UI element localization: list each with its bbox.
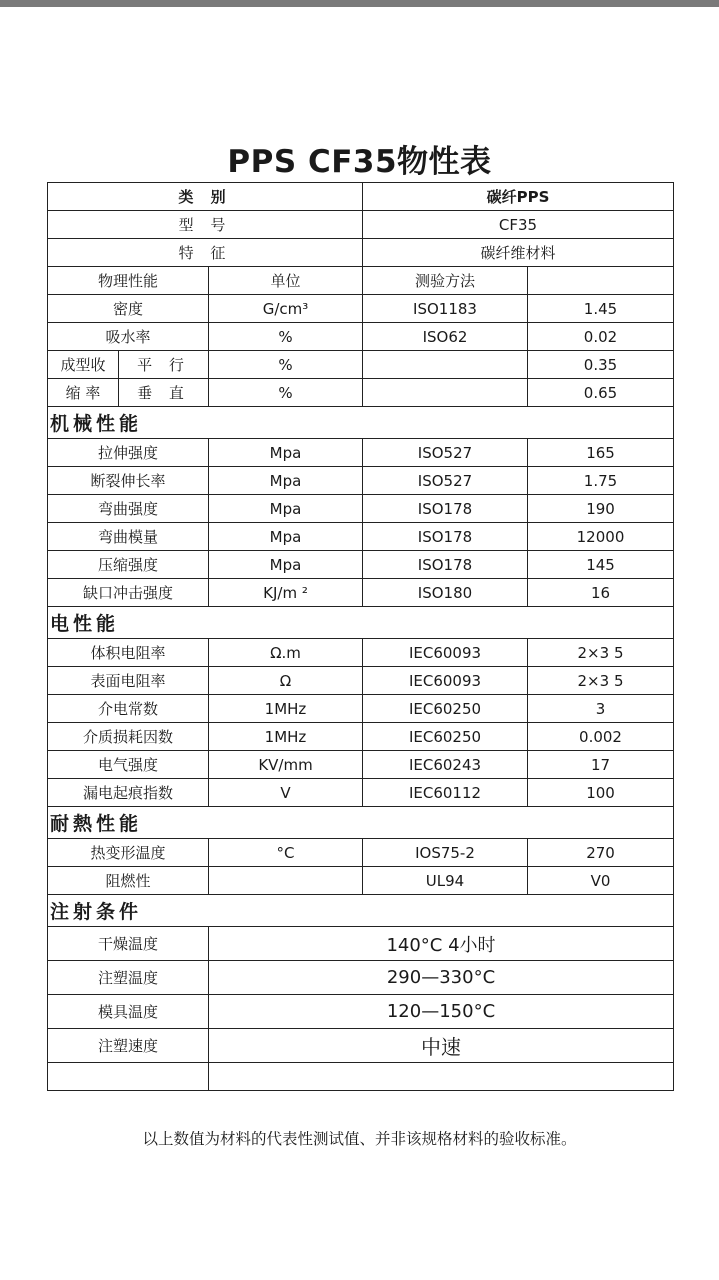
condition-value: 290—330°C — [209, 961, 674, 995]
property-name: 压缩强度 — [48, 551, 209, 579]
property-value: 165 — [528, 439, 674, 467]
category-value: 碳纤PPS — [363, 183, 674, 211]
condition-name: 注塑温度 — [48, 961, 209, 995]
property-value: V0 — [528, 867, 674, 895]
property-unit: 1MHz — [209, 695, 363, 723]
property-value: 190 — [528, 495, 674, 523]
properties-table — [47, 182, 674, 1091]
col-value-header — [528, 267, 674, 295]
property-unit: Mpa — [209, 467, 363, 495]
page-title: PPS CF35物性表 — [227, 144, 492, 180]
section-row — [48, 895, 674, 927]
property-name: 缺口冲击强度 — [48, 579, 209, 607]
property-unit: % — [209, 323, 363, 351]
property-value: 17 — [528, 751, 674, 779]
property-name: 介电常数 — [48, 695, 209, 723]
condition-value: 140°C 4小时 — [209, 927, 674, 961]
col-property-header: 物理性能 — [48, 267, 209, 295]
property-method: IEC60112 — [363, 779, 528, 807]
table-row — [48, 1063, 674, 1091]
table-row — [48, 579, 674, 607]
table-row — [48, 667, 674, 695]
feature-row — [48, 239, 674, 267]
property-name: 垂 直 — [119, 379, 209, 407]
property-method: IEC60243 — [363, 751, 528, 779]
property-value: 1.45 — [528, 295, 674, 323]
condition-name: 模具温度 — [48, 995, 209, 1029]
property-value: 270 — [528, 839, 674, 867]
property-value: 0.35 — [528, 351, 674, 379]
table-row — [48, 439, 674, 467]
property-name: 密度 — [48, 295, 209, 323]
table-row — [48, 779, 674, 807]
property-value: 3 — [528, 695, 674, 723]
feature-label: 特 征 — [48, 239, 363, 267]
property-name: 表面电阻率 — [48, 667, 209, 695]
table-row — [48, 495, 674, 523]
property-unit: Mpa — [209, 439, 363, 467]
property-method: ISO527 — [363, 467, 528, 495]
table-row — [48, 995, 674, 1029]
property-unit: Mpa — [209, 523, 363, 551]
property-method: ISO1183 — [363, 295, 528, 323]
category-row — [48, 183, 674, 211]
property-method: ISO62 — [363, 323, 528, 351]
condition-value — [209, 1063, 674, 1091]
shrinkage-label-top: 成型收 — [48, 351, 119, 379]
table-row — [48, 695, 674, 723]
table-row — [48, 839, 674, 867]
property-unit: V — [209, 779, 363, 807]
property-value: 100 — [528, 779, 674, 807]
property-method: IEC60093 — [363, 667, 528, 695]
table-row — [48, 351, 674, 379]
table-row — [48, 295, 674, 323]
property-name: 漏电起痕指数 — [48, 779, 209, 807]
table-row — [48, 751, 674, 779]
property-value: 2×3 5 — [528, 667, 674, 695]
section-title-electrical: 电性能 — [48, 607, 674, 639]
condition-value: 中速 — [209, 1029, 674, 1063]
section-title-mechanical: 机械性能 — [48, 407, 674, 439]
feature-value: 碳纤维材料 — [363, 239, 674, 267]
section-row — [48, 607, 674, 639]
property-name: 阻燃性 — [48, 867, 209, 895]
property-method — [363, 379, 528, 407]
col-unit-header: 单位 — [209, 267, 363, 295]
property-value: 1.75 — [528, 467, 674, 495]
property-method: ISO178 — [363, 551, 528, 579]
property-unit: Ω.m — [209, 639, 363, 667]
property-method: IEC60250 — [363, 695, 528, 723]
property-name: 断裂伸长率 — [48, 467, 209, 495]
condition-value: 120—150°C — [209, 995, 674, 1029]
property-name: 热变形温度 — [48, 839, 209, 867]
property-name: 拉伸强度 — [48, 439, 209, 467]
property-unit: KJ/m ² — [209, 579, 363, 607]
table-row — [48, 1029, 674, 1063]
property-value: 0.02 — [528, 323, 674, 351]
property-unit: 1MHz — [209, 723, 363, 751]
property-name: 弯曲强度 — [48, 495, 209, 523]
property-value: 16 — [528, 579, 674, 607]
property-name: 吸水率 — [48, 323, 209, 351]
section-title-thermal: 耐熱性能 — [48, 807, 674, 839]
condition-name — [48, 1063, 209, 1091]
property-method — [363, 351, 528, 379]
property-method: IEC60250 — [363, 723, 528, 751]
property-value: 0.65 — [528, 379, 674, 407]
model-label: 型 号 — [48, 211, 363, 239]
property-unit: % — [209, 351, 363, 379]
section-row — [48, 407, 674, 439]
property-unit — [209, 867, 363, 895]
table-row — [48, 867, 674, 895]
property-unit: Mpa — [209, 551, 363, 579]
top-status-bar — [0, 0, 719, 7]
property-name: 电气强度 — [48, 751, 209, 779]
property-method: ISO180 — [363, 579, 528, 607]
table-row — [48, 467, 674, 495]
shrinkage-label-bottom: 缩 率 — [48, 379, 119, 407]
property-value: 145 — [528, 551, 674, 579]
section-title-injection: 注射条件 — [48, 895, 674, 927]
col-method-header: 测验方法 — [363, 267, 528, 295]
property-name: 平 行 — [119, 351, 209, 379]
table-row — [48, 523, 674, 551]
disclaimer-note: 以上数值为材料的代表性测试值、并非该规格材料的验收标准。 — [142, 1130, 577, 1148]
property-name: 介质损耗因数 — [48, 723, 209, 751]
physical-header-row — [48, 267, 674, 295]
property-method: ISO527 — [363, 439, 528, 467]
table-row — [48, 639, 674, 667]
condition-name: 干燥温度 — [48, 927, 209, 961]
property-name: 弯曲模量 — [48, 523, 209, 551]
table-row — [48, 961, 674, 995]
property-method: ISO178 — [363, 523, 528, 551]
property-unit: KV/mm — [209, 751, 363, 779]
model-row — [48, 211, 674, 239]
property-method: IEC60093 — [363, 639, 528, 667]
property-unit: Ω — [209, 667, 363, 695]
table-row — [48, 323, 674, 351]
table-row — [48, 723, 674, 751]
model-value: CF35 — [363, 211, 674, 239]
property-value: 2×3 5 — [528, 639, 674, 667]
category-label: 类 别 — [48, 183, 363, 211]
property-value: 0.002 — [528, 723, 674, 751]
condition-name: 注塑速度 — [48, 1029, 209, 1063]
property-name: 体积电阻率 — [48, 639, 209, 667]
table-row — [48, 379, 674, 407]
property-method: ISO178 — [363, 495, 528, 523]
property-unit: G/cm³ — [209, 295, 363, 323]
property-method: IOS75-2 — [363, 839, 528, 867]
table-row — [48, 927, 674, 961]
table-row — [48, 551, 674, 579]
property-method: UL94 — [363, 867, 528, 895]
property-value: 12000 — [528, 523, 674, 551]
section-row — [48, 807, 674, 839]
property-unit: % — [209, 379, 363, 407]
property-unit: Mpa — [209, 495, 363, 523]
property-unit: °C — [209, 839, 363, 867]
